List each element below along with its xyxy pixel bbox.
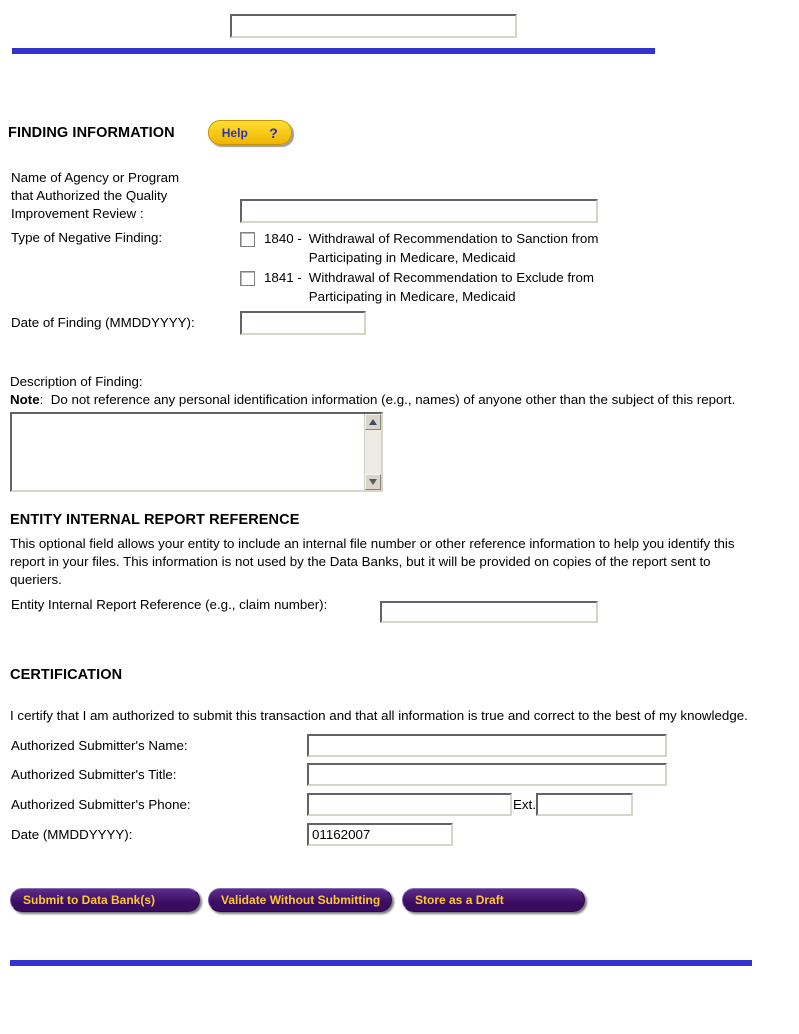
top-divider bbox=[12, 48, 655, 54]
agency-name-label: Name of Agency or Program that Authorized the Quality Improvement Review : bbox=[11, 170, 180, 221]
submitter-phone-label: Authorized Submitter's Phone: bbox=[11, 796, 191, 812]
finding-information-heading: FINDING INFORMATION bbox=[8, 124, 175, 141]
help-button-label: Help bbox=[221, 125, 248, 140]
date-of-finding-label: Date of Finding (MMDDYYYY): bbox=[11, 315, 195, 330]
agency-name-label-col bbox=[11, 169, 240, 223]
negative-finding-options bbox=[240, 229, 661, 307]
submitter-title-label: Authorized Submitter's Title: bbox=[11, 766, 177, 782]
certification-statement: I certify that I am authorized to submit this transaction and that all information is true and correct to the best of my knowledge. bbox=[10, 708, 748, 723]
entity-reference-label: Entity Internal Report Reference (e.g., claim number): bbox=[11, 597, 328, 612]
finding-option-1841 bbox=[240, 268, 661, 306]
validate-without-submitting-button[interactable]: Validate Without Submitting bbox=[208, 888, 392, 912]
finding-option-1840 bbox=[240, 229, 661, 267]
entity-reference-description: This optional field allows your entity to include an internal file number or other reference information to help you identify this report in your files. This information is not used by the Data Banks, but it will be provided on copies of the report sent to queriers. bbox=[10, 536, 735, 587]
submitter-title-input[interactable] bbox=[307, 763, 667, 786]
entity-reference-row bbox=[11, 596, 799, 623]
date-of-finding-row bbox=[11, 311, 799, 335]
help-button[interactable] bbox=[208, 120, 292, 145]
finding-option-1840-text: Withdrawal of Recommendation to Sanction from Participating in Medicare, Medicaid bbox=[308, 231, 599, 265]
store-as-draft-button[interactable]: Store as a Draft bbox=[402, 888, 585, 912]
phone-extension-input[interactable] bbox=[536, 793, 633, 816]
description-of-finding-block bbox=[10, 373, 796, 492]
negative-finding-type-label: Type of Negative Finding: bbox=[11, 230, 163, 245]
scroll-up-icon bbox=[369, 419, 377, 425]
description-of-finding-label: Description of Finding: bbox=[10, 374, 143, 389]
bottom-divider bbox=[10, 960, 752, 966]
submitter-name-label: Authorized Submitter's Name: bbox=[11, 737, 188, 753]
certification-date-row bbox=[11, 823, 799, 846]
phone-extension-label: Ext. bbox=[513, 797, 536, 812]
description-scrollbar[interactable] bbox=[364, 414, 381, 490]
top-input-row bbox=[0, 0, 799, 38]
negative-finding-type-row bbox=[11, 229, 799, 307]
scroll-down-icon bbox=[369, 479, 377, 485]
help-question-icon: ? bbox=[269, 124, 278, 141]
submitter-name-input[interactable] bbox=[307, 734, 667, 757]
description-note-bold: Note bbox=[10, 392, 40, 407]
scroll-up-button[interactable] bbox=[365, 414, 381, 430]
date-of-finding-input[interactable] bbox=[240, 311, 366, 335]
finding-option-1841-code: 1841 - bbox=[264, 270, 302, 285]
finding-information-header bbox=[8, 120, 799, 145]
agency-name-input[interactable] bbox=[240, 199, 598, 223]
description-textarea[interactable] bbox=[10, 412, 383, 492]
finding-option-1840-code: 1840 - bbox=[264, 231, 302, 246]
entity-reference-input[interactable] bbox=[380, 601, 598, 623]
description-note-text: : Do not reference any personal identification information (e.g., names) of anyone other than the subject of this report. bbox=[39, 392, 736, 407]
certification-date-input[interactable] bbox=[307, 823, 453, 846]
finding-option-1841-text: Withdrawal of Recommendation to Exclude from Participating in Medicare, Medicaid bbox=[308, 270, 594, 304]
certification-date-label: Date (MMDDYYYY): bbox=[11, 826, 133, 842]
certification-heading: CERTIFICATION bbox=[10, 667, 123, 683]
form-action-buttons bbox=[10, 888, 799, 912]
submit-to-data-banks-button[interactable]: Submit to Data Bank(s) bbox=[10, 888, 200, 912]
submitter-phone-row bbox=[11, 793, 799, 816]
submitter-name-row bbox=[11, 734, 799, 757]
entity-internal-report-reference-heading: ENTITY INTERNAL REPORT REFERENCE bbox=[10, 512, 300, 528]
checkbox-1841[interactable] bbox=[240, 271, 255, 286]
checkbox-1840[interactable] bbox=[240, 232, 255, 247]
description-note bbox=[10, 391, 796, 409]
top-input[interactable] bbox=[230, 14, 517, 38]
agency-name-row bbox=[11, 169, 799, 223]
submitter-title-row bbox=[11, 763, 799, 786]
submitter-phone-input[interactable] bbox=[307, 793, 512, 816]
scroll-down-button[interactable] bbox=[365, 474, 381, 490]
